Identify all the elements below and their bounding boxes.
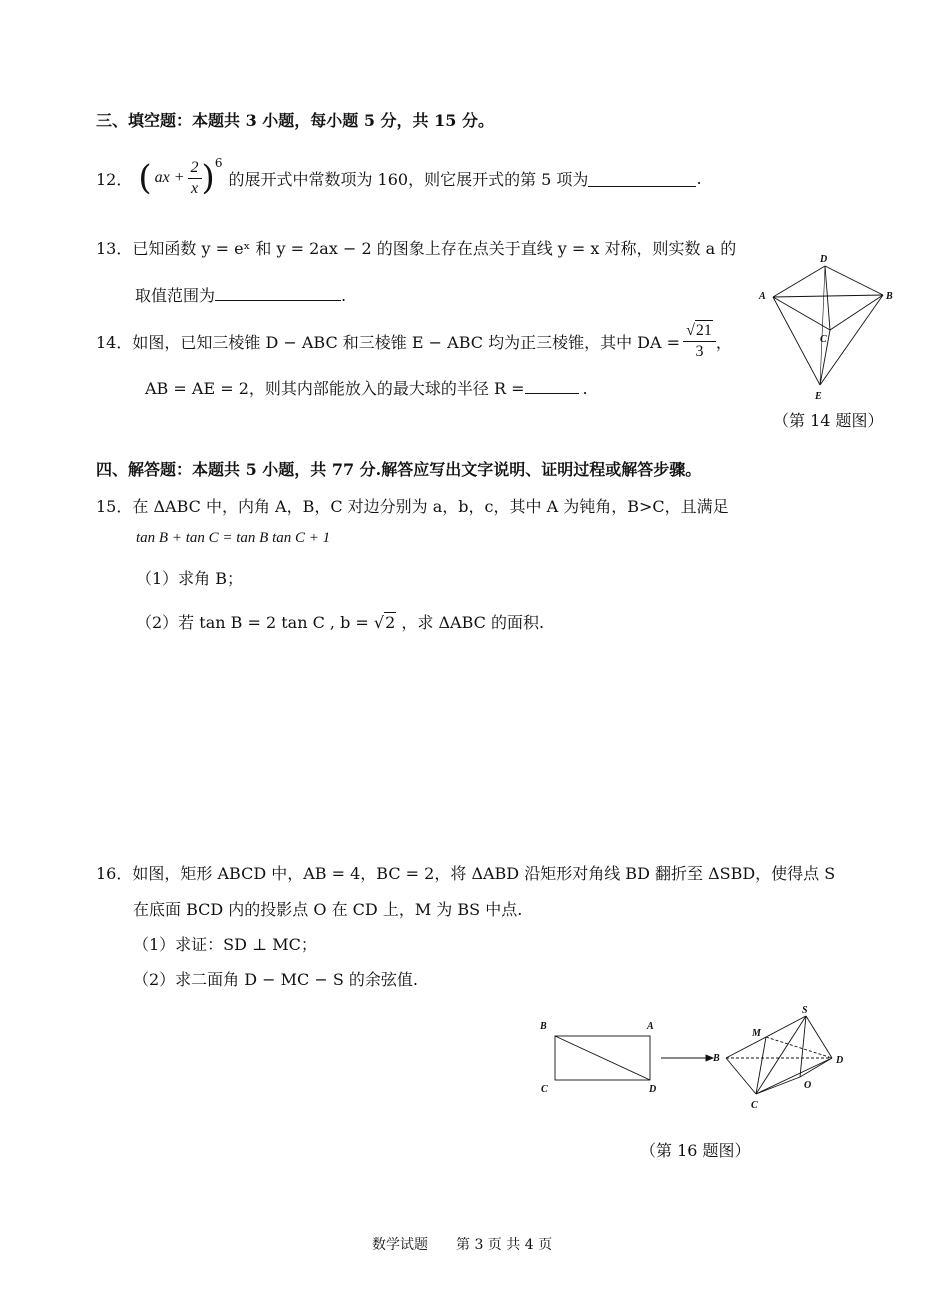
question-16-line2: 在底面 BCD 内的投影点 O 在 CD 上，M 为 BS 中点. <box>133 900 523 919</box>
question-14: 14． 如图，已知三棱锥 D − ABC 和三棱锥 E − ABC 均为正三棱锥，其中 DA = $\frac{√21}{3}$ ， <box>96 322 732 360</box>
answer-blank[interactable] <box>588 170 696 187</box>
question-15-part1: （1）求角 B； <box>136 569 244 588</box>
question-16-part2: （2）求二面角 D − MC − S 的余弦值. <box>133 970 419 989</box>
question-text: 在 ΔABC 中，内角 A，B，C 对边分别为 a，b，c，其中 A 为钝角，B>C，且满足 <box>132 497 729 516</box>
figure-14-caption: （第 14 题图） <box>773 411 884 430</box>
question-16-part1: （1）求证：SD ⊥ MC； <box>133 935 317 954</box>
question-number: 16． <box>96 864 133 883</box>
figure-14-pyramids <box>755 250 905 405</box>
question-text: 的展开式中常数项为 160，则它展开式的第 5 项为 <box>228 169 589 189</box>
fig-label-s-solid: S <box>802 1005 808 1016</box>
fig-label-b: B <box>886 291 893 302</box>
question-15-part2: （2）若 tan B = 2 tan C , b = √2 ，求 ΔABC 的面积. <box>136 613 545 632</box>
question-number: 12． <box>96 169 133 189</box>
fig-label-a: A <box>759 291 766 302</box>
fig-label-d-rect: D <box>649 1084 657 1095</box>
section-heading-solutions: 四、解答题：本题共 5 小题，共 77 分.解答应写出文字说明、证明过程或解答步骤。 <box>96 460 702 479</box>
figure-16-folding <box>530 1000 860 1115</box>
fig-label-c-solid: C <box>751 1100 758 1111</box>
fig-label-e: E <box>815 391 822 402</box>
page-footer: 数学试题 第 3 页 共 4 页 <box>372 1237 553 1253</box>
question-number: 14． <box>96 332 133 352</box>
answer-blank[interactable] <box>525 377 579 394</box>
fig-label-o-solid: O <box>804 1080 812 1091</box>
fig-label-a-rect: A <box>647 1021 654 1032</box>
section-heading-fill-in: 三、填空题：本题共 3 小题，每小题 5 分，共 15 分。 <box>96 111 494 130</box>
question-15 <box>96 494 729 517</box>
fig-label-d: D <box>820 254 828 265</box>
question-text: 如图，已知三棱锥 D − ABC 和三棱锥 E − ABC 均为正三棱锥，其中 DA = <box>132 332 681 352</box>
question-15-equation: tan B + tan C = tan B tan C + 1 <box>136 530 331 546</box>
question-13-line2: 取值范围为 . <box>135 286 347 305</box>
question-14-line2: AB = AE = 2，则其内部能放入的最大球的半径 R = . <box>145 379 588 398</box>
fig-label-d-solid: D <box>836 1055 844 1066</box>
answer-blank[interactable] <box>215 284 341 301</box>
fig-label-b-rect: B <box>540 1021 547 1032</box>
question-text: 如图，矩形 ABCD 中，AB = 4，BC = 2，将 ΔABD 沿矩形对角线 BD 翻折至 ΔSBD，使得点 S <box>132 864 836 883</box>
question-number: 15． <box>96 497 133 516</box>
fraction: $\frac{2}{x}$ <box>188 158 202 199</box>
question-number: 13． <box>96 239 133 258</box>
question-13 <box>96 236 736 259</box>
fig-label-m-solid: M <box>752 1028 761 1039</box>
fig-label-c: C <box>820 334 827 345</box>
fig-label-b-solid: B <box>713 1053 720 1064</box>
fraction: $\frac{√21}{3}$ <box>683 320 716 362</box>
exponent: 6 <box>214 156 223 170</box>
question-12: 12． ( ax + $\frac{2}{x}$ ) $^6$ 的展开式中常数项为 160，则它展开式的第 5 项为 . <box>96 156 702 198</box>
figure-16-caption: （第 16 题图） <box>640 1141 751 1160</box>
question-16 <box>96 861 835 884</box>
question-text: 已知函数 y = eˣ 和 y = 2ax − 2 的图象上存在点关于直线 y = x 对称，则实数 a 的 <box>132 239 737 258</box>
fig-label-c-rect: C <box>541 1084 548 1095</box>
